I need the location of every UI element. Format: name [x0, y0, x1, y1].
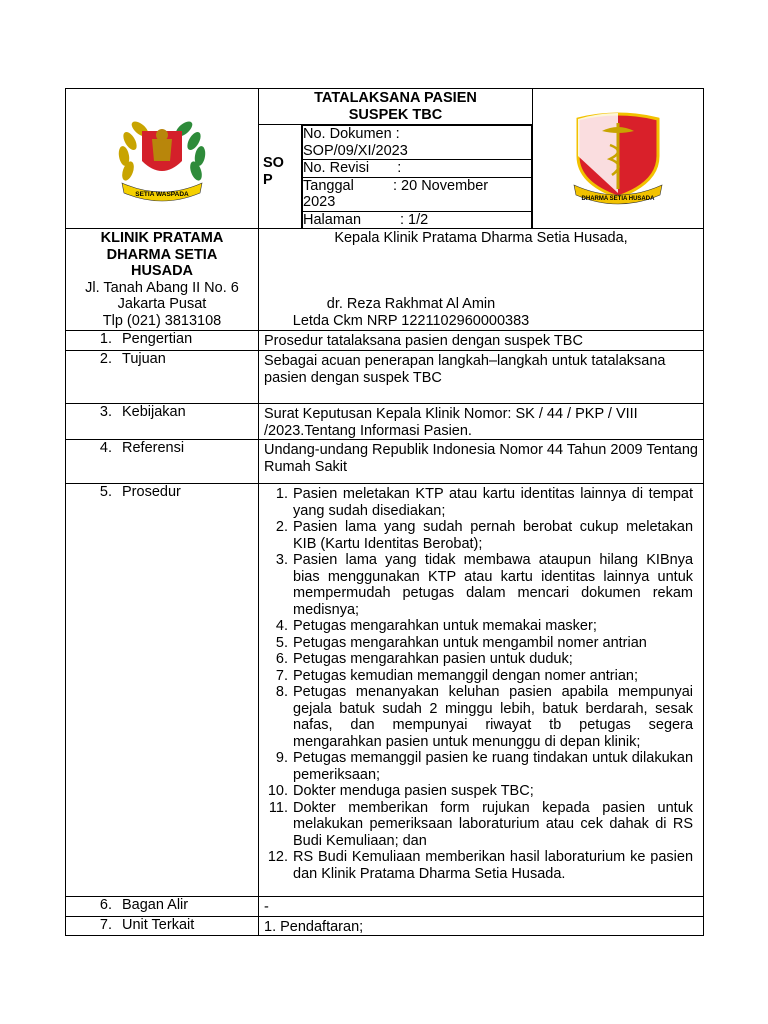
procedure-step-number: 5. — [275, 634, 288, 651]
sop-table — [65, 88, 704, 936]
section-label-bagan-alir: 6. Bagan Alir — [66, 897, 259, 917]
procedure-step — [259, 684, 693, 750]
procedure-step — [259, 651, 693, 668]
procedure-step-text: Petugas menanyakan keluhan pasien apabila mempunyai gejala batuk sudah 2 minggu lebih, batuk berdarah, sesak nafas, dan mempunyai riwayat tb petugas segera mengarahkan pasien untuk menunggu di depan klinik; — [293, 684, 694, 750]
procedure-step-text: Pasien meletakan KTP atau kartu identitas lainnya di tempat yang sudah disediakan; — [293, 486, 694, 519]
date-label: Tanggal — [303, 177, 354, 194]
section-content-pengertian: Prosedur tatalaksana pasien dengan suspek TBC — [259, 331, 704, 351]
doc-number-label: No. Dokumen : — [303, 126, 400, 142]
procedure-list — [259, 486, 699, 882]
procedure-step-text: Pasien lama yang sudah pernah berobat cukup meletakan KIB (Kartu Identitas Berobat); — [293, 519, 694, 552]
procedure-step-number: 2. — [275, 519, 288, 535]
clinic-name-2: DHARMA SETIA — [106, 246, 218, 263]
procedure-step-number: 9. — [275, 750, 288, 766]
clinic-address-2: Jakarta Pusat — [117, 296, 207, 312]
section-content-tujuan: Sebagai acuan penerapan langkah–langkah untuk tatalaksana pasien dengan suspek TBC — [259, 351, 704, 404]
approval-rank: Letda Ckm NRP 1221102960000383 — [292, 312, 530, 329]
procedure-step-number: 1. — [275, 486, 288, 502]
procedure-step-text: Petugas mengarahkan untuk memakai masker; — [293, 618, 597, 634]
procedure-step — [259, 849, 693, 882]
section-content-unit-terkait: 1. Pendaftaran; — [259, 916, 704, 936]
clinic-phone: Tlp (021) 3813108 — [102, 312, 222, 329]
procedure-step-number: 8. — [275, 684, 288, 700]
section-label-prosedur: 5. Prosedur — [66, 484, 259, 897]
approval-role: Kepala Klinik Pratama Dharma Setia Husada, — [334, 230, 628, 246]
page-label: Halaman — [303, 211, 362, 228]
date-value: : 20 November — [393, 177, 489, 194]
procedure-step-number: 6. — [275, 651, 288, 667]
procedure-step-text: Petugas mengarahkan untuk mengambil nomer antrian — [293, 634, 647, 651]
procedure-step-number: 4. — [275, 618, 288, 634]
page-value: : 1/2 — [400, 211, 429, 228]
procedure-step — [259, 750, 693, 783]
left-logo-cell — [66, 89, 259, 229]
sop-label: SO P — [259, 125, 302, 228]
procedure-step-number: 3. — [275, 552, 288, 568]
procedure-step-number: 12. — [267, 849, 288, 865]
procedure-step — [259, 486, 693, 519]
clinic-info-cell — [66, 229, 259, 331]
section-label-unit-terkait: 7. Unit Terkait — [66, 916, 259, 936]
revision-label: No. Revisi : — [303, 160, 402, 176]
date-year: 2023 — [303, 194, 336, 210]
section-content-prosedur — [259, 484, 704, 897]
setia-waspada-emblem-icon — [102, 101, 222, 211]
header-center-cell — [259, 89, 533, 229]
svg-text:SETIA WASPADA: SETIA WASPADA — [135, 191, 189, 199]
procedure-step-text: Dokter memberikan form rujukan kepada pasien untuk melakukan pemeriksaan laboraturium atau cek dahak di RS Budi Kemuliaan; dan — [293, 799, 694, 849]
svg-text:DHARMA SETIA HUSADA: DHARMA SETIA HUSADA — [581, 196, 655, 203]
clinic-name-1: KLINIK PRATAMA — [100, 230, 224, 246]
procedure-step — [259, 552, 693, 618]
dharma-setia-husada-emblem-icon — [558, 101, 678, 211]
procedure-step-text: Petugas memanggil pasien ke ruang tindakan untuk dilakukan pemeriksaan; — [293, 750, 694, 783]
section-content-kebijakan: Surat Keputusan Kepala Klinik Nomor: SK / 44 / PKP / VIII /2023.Tentang Informasi Pasien. — [259, 404, 704, 440]
procedure-step — [259, 668, 693, 685]
clinic-address-1: Jl. Tanah Abang II No. 6 — [85, 279, 239, 296]
section-content-referensi: Undang-undang Republik Indonesia Nomor 44 Tahun 2009 Tentang Rumah Sakit — [259, 440, 704, 484]
section-label-tujuan: 2. Tujuan — [66, 351, 259, 404]
document-subtitle: SUSPEK TBC — [348, 106, 443, 123]
procedure-step-text: RS Budi Kemuliaan memberikan hasil laboraturium ke pasien dan Klinik Pratama Dharma Setia Husada. — [293, 849, 694, 882]
right-logo-cell — [533, 89, 704, 229]
section-label-referensi: 4. Referensi — [66, 440, 259, 484]
section-label-pengertian: 1. Pengertian — [66, 331, 259, 351]
approval-name: dr. Reza Rakhmat Al Amin — [326, 296, 496, 312]
procedure-step-text: Pasien lama yang tidak membawa ataupun hilang KIBnya bias menggunakan KTP atau kartu identitas lainnya untuk mempermudah petugas dalam mencari dokumen rekam medisnya; — [293, 552, 694, 618]
procedure-step — [259, 519, 693, 552]
procedure-step-number: 7. — [275, 667, 288, 684]
procedure-step — [259, 800, 693, 850]
doc-number-value: SOP/09/XI/2023 — [303, 142, 408, 159]
clinic-name-3: HUSADA — [130, 263, 194, 279]
document-meta — [302, 125, 532, 228]
section-label-kebijakan: 3. Kebijakan — [66, 404, 259, 440]
procedure-step-number: 11. — [268, 799, 288, 816]
section-content-bagan-alir: - — [259, 897, 704, 917]
procedure-step-text: Petugas mengarahkan pasien untuk duduk; — [293, 651, 573, 667]
procedure-step-text: Dokter menduga pasien suspek TBC; — [293, 783, 534, 799]
approval-cell — [259, 229, 704, 331]
procedure-step — [259, 618, 693, 635]
procedure-step — [259, 783, 693, 800]
procedure-step — [259, 635, 693, 652]
procedure-step-text: Petugas kemudian memanggil dengan nomer antrian; — [293, 667, 638, 684]
procedure-step-number: 10. — [267, 783, 288, 799]
document-title: TATALAKSANA PASIEN — [314, 90, 477, 106]
